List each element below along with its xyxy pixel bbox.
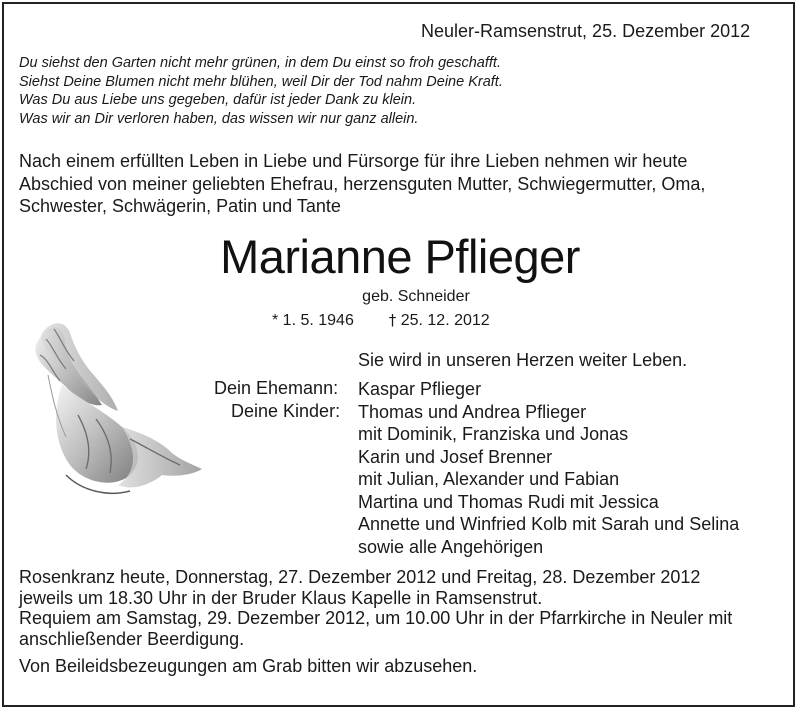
birth-date: * 1. 5. 1946: [272, 312, 354, 329]
cross-icon: †: [388, 311, 397, 329]
service-line: anschließender Beerdigung.: [19, 628, 245, 649]
intro-line: Schwester, Schwägerin, Patin und Tante: [19, 196, 341, 216]
service-info: [19, 567, 732, 649]
mourner-line: mit Dominik, Franziska und Jonas: [358, 424, 629, 444]
poem: [19, 54, 503, 128]
service-line: Rosenkranz heute, Donnerstag, 27. Dezember 2012 und Freitag, 28. Dezember 2012: [19, 567, 701, 587]
mourner-line: Annette und Winfried Kolb mit Sarah und Selina: [358, 514, 740, 534]
intro-line: Nach einem erfüllten Leben in Liebe und Fürsorge für ihre Lieben nehmen wir heute: [19, 151, 688, 171]
intro-text: [19, 150, 705, 218]
poem-line: Was wir an Dir verloren haben, das wissen wir nur ganz allein.: [19, 110, 419, 127]
service-line: Requiem am Samstag, 29. Dezember 2012, um 10.00 Uhr in der Pfarrkirche in Neuler mit: [19, 608, 733, 628]
born-name: geb. Schneider: [362, 288, 470, 305]
mourner-line: sowie alle Angehörigen: [358, 536, 544, 557]
mourner-line: Kaspar Pflieger: [358, 379, 482, 399]
mourner-line: Thomas und Andrea Pflieger: [358, 401, 587, 422]
service-line: jeweils um 18.30 Uhr in der Bruder Klaus Kapelle in Ramsenstrut.: [19, 587, 543, 608]
praying-hands-icon: [22, 315, 212, 505]
children-label: Deine Kinder:: [231, 401, 341, 421]
closing-note: Von Beileidsbezeugungen am Grab bitten wir abzusehen.: [19, 656, 478, 676]
death-date: 25. 12. 2012: [400, 312, 490, 329]
motto: Sie wird in unseren Herzen weiter Leben.: [358, 350, 688, 370]
poem-line: Was Du aus Liebe uns gegeben, dafür ist jeder Dank zu klein.: [19, 92, 417, 108]
mourner-line: Karin und Josef Brenner: [358, 446, 553, 467]
intro-line: Abschied von meiner geliebten Ehefrau, herzensguten Mutter, Schwiegermutter, Oma,: [19, 173, 706, 194]
mourner-line: mit Julian, Alexander und Fabian: [358, 469, 620, 489]
husband-label: Dein Ehemann:: [214, 378, 339, 398]
mourners-list: [358, 378, 739, 558]
life-dates: [272, 311, 490, 330]
poem-line: Du siehst den Garten nicht mehr grünen, in dem Du einst so froh geschafft.: [19, 55, 501, 71]
deceased-name: Marianne Pflieger: [220, 230, 580, 283]
place-date: Neuler-Ramsenstrut, 25. Dezember 2012: [421, 21, 751, 41]
mourner-line: Martina und Thomas Rudi mit Jessica: [358, 491, 659, 512]
poem-line: Siehst Deine Blumen nicht mehr blühen, weil Dir der Tod nahm Deine Kraft.: [19, 73, 503, 90]
